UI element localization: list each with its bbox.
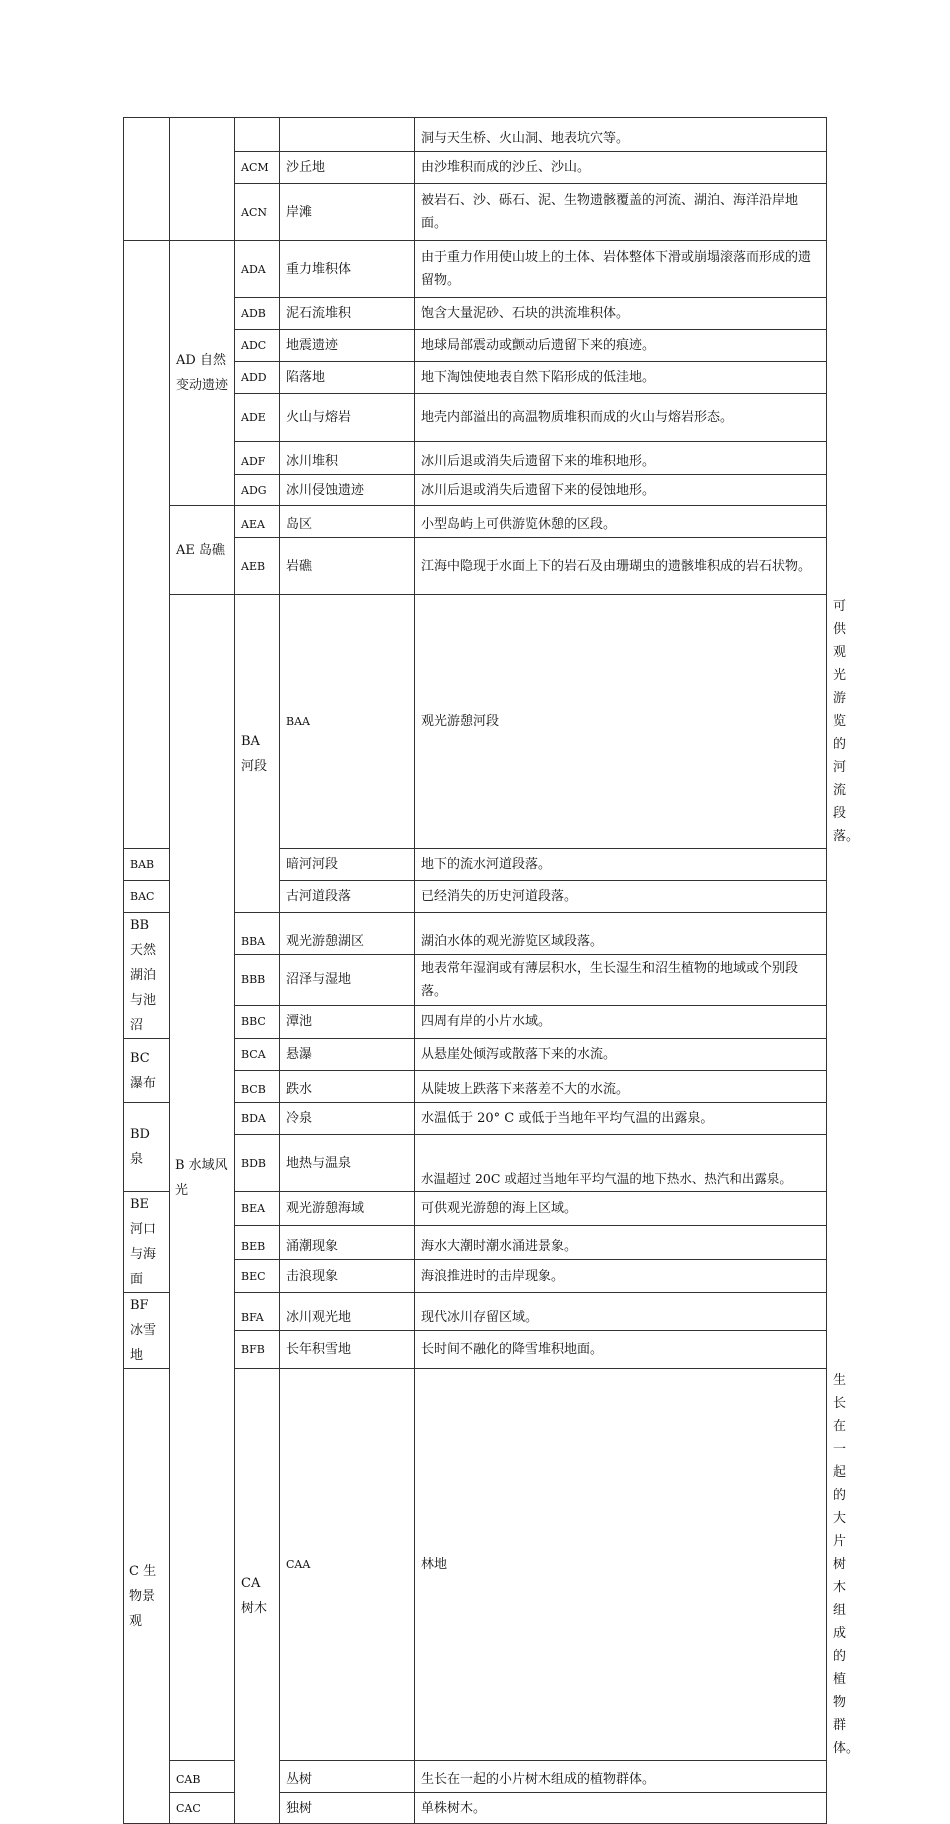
subcategory-cell-ac-continued bbox=[170, 118, 235, 241]
type-code: BBA bbox=[235, 913, 280, 955]
type-name: 击浪现象 bbox=[280, 1260, 415, 1293]
type-name: 岛区 bbox=[280, 506, 415, 538]
type-description: 四周有岸的小片水域。 bbox=[415, 1005, 827, 1038]
type-code: CAB bbox=[170, 1761, 235, 1793]
type-name: 冷泉 bbox=[280, 1103, 415, 1135]
type-description: 湖泊水体的观光游览区域段落。 bbox=[415, 913, 827, 955]
type-name: 长年积雪地 bbox=[280, 1331, 415, 1369]
type-name: 古河道段落 bbox=[280, 881, 415, 913]
type-description: 地下的流水河道段落。 bbox=[415, 849, 827, 881]
type-description: 地壳内部溢出的高温物质堆积而成的火山与熔岩形态。 bbox=[415, 394, 827, 442]
type-description: 单株树木。 bbox=[415, 1793, 827, 1824]
type-description: 由沙堆积而成的沙丘、沙山。 bbox=[415, 152, 827, 184]
type-description: 江海中隐现于水面上下的岩石及由珊瑚虫的遗骸堆积成的岩石状物。 bbox=[415, 538, 827, 595]
subcategory-be: BE 河口与海面 bbox=[124, 1192, 170, 1293]
type-name: 观光游憩海域 bbox=[280, 1192, 415, 1226]
type-description: 已经消失的历史河道段落。 bbox=[415, 881, 827, 913]
type-description: 现代冰川存留区域。 bbox=[415, 1293, 827, 1331]
category-cell-a-continued bbox=[124, 118, 170, 241]
type-name: 观光游憩河段 bbox=[415, 595, 827, 849]
type-code: ACN bbox=[235, 184, 280, 241]
type-name: 陷落地 bbox=[280, 362, 415, 394]
type-name: 沙丘地 bbox=[280, 152, 415, 184]
category-b: B 水域风光 bbox=[170, 595, 235, 1761]
type-name: 跌水 bbox=[280, 1071, 415, 1103]
subcategory-ca: CA 树木 bbox=[235, 1369, 280, 1824]
type-name: 涌潮现象 bbox=[280, 1225, 415, 1260]
type-code bbox=[235, 118, 280, 152]
type-name: 冰川堆积 bbox=[280, 442, 415, 475]
resource-classification-table bbox=[123, 117, 860, 1824]
subcategory-bf: BF 冰雪地 bbox=[124, 1293, 170, 1369]
type-description: 被岩石、沙、砾石、泥、生物遗骸覆盖的河流、湖泊、海洋沿岸地面。 bbox=[415, 184, 827, 241]
type-name: 暗河河段 bbox=[280, 849, 415, 881]
subcategory-bc: BC 瀑布 bbox=[124, 1039, 170, 1103]
table-row bbox=[124, 241, 827, 298]
type-name: 沼泽与湿地 bbox=[280, 954, 415, 1005]
type-name bbox=[280, 118, 415, 152]
type-code: CAC bbox=[170, 1793, 235, 1824]
type-name: 潭池 bbox=[280, 1005, 415, 1038]
type-code: BAC bbox=[124, 881, 170, 913]
category-c: C 生物景观 bbox=[124, 1369, 170, 1824]
table-row: C 生物景观 CA 树木 CAA 林地 生长在一起的大片树木组成的植物群体。 bbox=[124, 1369, 827, 1761]
subcategory-bd: BD 泉 bbox=[124, 1103, 170, 1192]
type-name: 林地 bbox=[415, 1369, 827, 1761]
type-description: 水温超过 20C 或超过当地年平均气温的地下热水、热汽和出露泉。 bbox=[415, 1135, 827, 1192]
table-row: B 水域风光 BA 河段 BAA 观光游憩河段 可供观光游览的河流段落。 bbox=[124, 595, 827, 849]
type-code: BDB bbox=[235, 1135, 280, 1192]
type-code: BEB bbox=[235, 1225, 280, 1260]
type-name: 地热与温泉 bbox=[280, 1135, 415, 1192]
type-description: 饱含大量泥砂、石块的洪流堆积体。 bbox=[415, 298, 827, 330]
type-description: 长时间不融化的降雪堆积地面。 bbox=[415, 1331, 827, 1369]
type-name: 泥石流堆积 bbox=[280, 298, 415, 330]
type-description: 海水大潮时潮水涌进景象。 bbox=[415, 1225, 827, 1260]
type-description: 水温低于 20° C 或低于当地年平均气温的出露泉。 bbox=[415, 1103, 827, 1135]
type-code: BCA bbox=[235, 1039, 280, 1071]
type-code: BCB bbox=[235, 1071, 280, 1103]
table-row bbox=[124, 118, 827, 152]
type-code: ADE bbox=[235, 394, 280, 442]
type-description: 冰川后退或消失后遗留下来的侵蚀地形。 bbox=[415, 475, 827, 506]
type-code: ACM bbox=[235, 152, 280, 184]
type-code: BEA bbox=[235, 1192, 280, 1226]
type-code: ADB bbox=[235, 298, 280, 330]
type-code: ADG bbox=[235, 475, 280, 506]
type-code: ADA bbox=[235, 241, 280, 298]
type-description: 从悬崖处倾泻或散落下来的水流。 bbox=[415, 1039, 827, 1071]
table-row bbox=[124, 1761, 827, 1793]
type-description: 从陡坡上跌落下来落差不大的水流。 bbox=[415, 1071, 827, 1103]
type-code: AEA bbox=[235, 506, 280, 538]
type-name: 重力堆积体 bbox=[280, 241, 415, 298]
type-description: 地球局部震动或颤动后遗留下来的痕迹。 bbox=[415, 330, 827, 362]
category-cell-a-spacer bbox=[124, 241, 170, 849]
type-description: 由于重力作用使山坡上的土体、岩体整体下滑或崩塌滚落而形成的遗留物。 bbox=[415, 241, 827, 298]
type-code: AEB bbox=[235, 538, 280, 595]
type-name: 冰川观光地 bbox=[280, 1293, 415, 1331]
type-code: BFA bbox=[235, 1293, 280, 1331]
type-description: 地表常年湿润或有薄层积水，生长湿生和沼生植物的地域或个别段落。 bbox=[415, 954, 827, 1005]
type-name: 火山与熔岩 bbox=[280, 394, 415, 442]
type-code: ADC bbox=[235, 330, 280, 362]
type-name: 冰川侵蚀遗迹 bbox=[280, 475, 415, 506]
type-code: BFB bbox=[235, 1331, 280, 1369]
table-row bbox=[124, 506, 827, 538]
subcategory-bb: BB 天然湖泊与池沼 bbox=[124, 913, 170, 1039]
type-description: 生长在一起的小片树木组成的植物群体。 bbox=[415, 1761, 827, 1793]
type-description: 冰川后退或消失后遗留下来的堆积地形。 bbox=[415, 442, 827, 475]
type-code: ADD bbox=[235, 362, 280, 394]
type-code: BDA bbox=[235, 1103, 280, 1135]
type-description: 地下淘蚀使地表自然下陷形成的低洼地。 bbox=[415, 362, 827, 394]
type-name: 岸滩 bbox=[280, 184, 415, 241]
type-name: 丛树 bbox=[280, 1761, 415, 1793]
type-description: 小型岛屿上可供游览休憩的区段。 bbox=[415, 506, 827, 538]
type-name: 观光游憩湖区 bbox=[280, 913, 415, 955]
table-row bbox=[124, 1793, 827, 1824]
type-code: BAB bbox=[124, 849, 170, 881]
type-code: ADF bbox=[235, 442, 280, 475]
type-description: 海浪推进时的击岸现象。 bbox=[415, 1260, 827, 1293]
subcategory-ae: AE 岛礁 bbox=[170, 506, 235, 595]
type-name: 地震遗迹 bbox=[280, 330, 415, 362]
subcategory-ad: AD 自然变动遗迹 bbox=[170, 241, 235, 506]
type-description: 洞与天生桥、火山洞、地表坑穴等。 bbox=[415, 118, 827, 152]
type-code: BAA bbox=[280, 595, 415, 849]
classification-table-page bbox=[123, 117, 860, 1816]
type-code: BBB bbox=[235, 954, 280, 1005]
subcategory-ba: BA 河段 bbox=[235, 595, 280, 913]
type-name: 悬瀑 bbox=[280, 1039, 415, 1071]
type-code: BBC bbox=[235, 1005, 280, 1038]
type-code: CAA bbox=[280, 1369, 415, 1761]
type-code: BEC bbox=[235, 1260, 280, 1293]
type-name: 岩礁 bbox=[280, 538, 415, 595]
type-description: 可供观光游憩的海上区域。 bbox=[415, 1192, 827, 1226]
type-name: 独树 bbox=[280, 1793, 415, 1824]
